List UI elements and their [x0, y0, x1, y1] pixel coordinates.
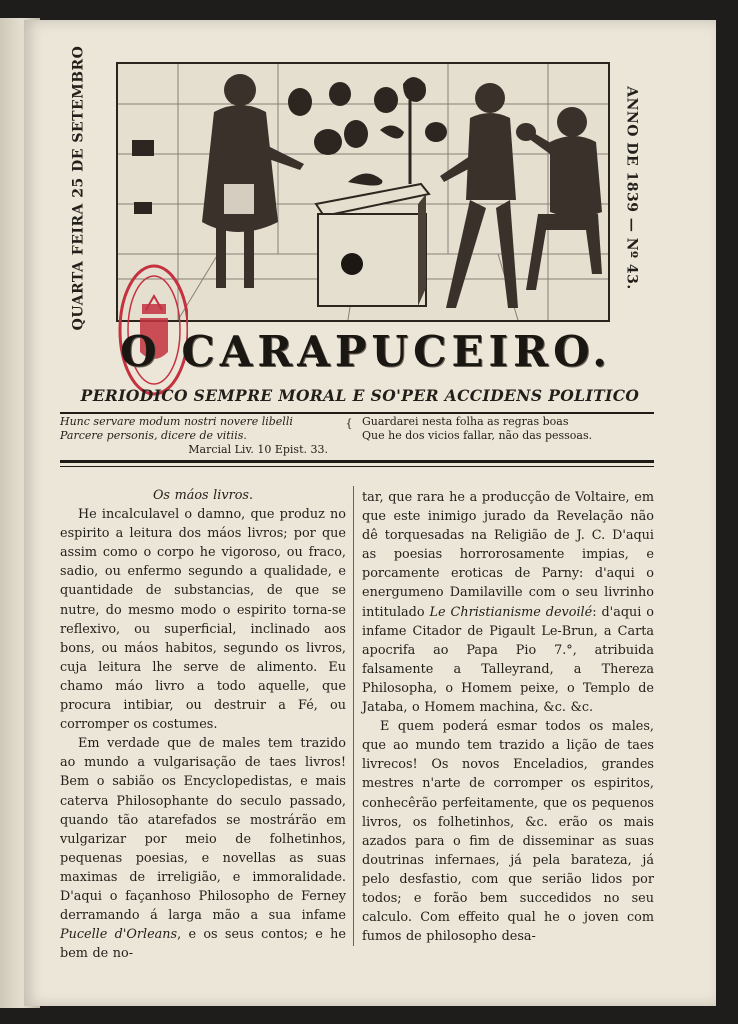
article-column-right: [362, 488, 654, 946]
top-rule: [60, 412, 654, 414]
epigraph-citation: Marcial Liv. 10 Epist. 33.: [188, 443, 328, 456]
paragraph-1: He incalculavel o damno, que produz no espirito a leitura dos máos livros; por que assim como o corpo he vigoroso, ou fraco, sadio, ou enfermo segundo a qualidade, e quantidade de substancias, de que se nutre, do mesmo modo o espirito torna-se reflexivo, ou superficial, inclinado aos bons, ou máos habitos, segundo os livros, cuja leitura lhe serve de alimento. Eu chamo máo livro a todo aquelle, que procura intibiar, ou destruir a Fé, ou corromper os costumes.: [60, 507, 346, 733]
portuguese-line-2: Que he dos vicios fallar, não das pessoas.: [362, 429, 593, 442]
latin-line-2: Parcere personis, dicere de vitiis.: [60, 429, 247, 442]
latin-line-1: Hunc servare modum nostri novere libelli: [60, 415, 293, 428]
double-rule-thin: [60, 466, 654, 467]
issue-text: ANNO DE 1839 — Nº 43.: [624, 86, 641, 290]
epigraph-brace: [342, 418, 356, 452]
latin-epigraph: [60, 415, 342, 457]
work-title-pucelle: Pucelle d'Orleans: [60, 927, 178, 943]
double-rule-thick: [60, 460, 654, 463]
portuguese-line-1: Guardarei nesta folha as regras boas: [362, 415, 569, 428]
article-heading: Os máos livros.: [152, 488, 254, 503]
article-column-left: [60, 486, 346, 963]
paragraph-2-text: Em verdade que de males tem trazido ao mundo a vulgarisação de taes livros! Bem o sabião os Encyclopedistas, e mais caterva Philosophante do seculo passado, quando tão atarefados se mostrárão em vulgarizar por meio de folhetinhos, pequenas poesias, e novellas as suas maximas de irreligião, e immoralidade. D'aqui o façanhoso Philosopho de Ferney derramando á larga mão a sua infame: [60, 736, 346, 924]
paragraph-3: E quem poderá esmar todos os males, que ao mundo tem trazido a lição de taes livrecos! Os novos Enceladios, grandes mestres n'arte de corromper os espiritos, conhecêrão perfeitamente, que os pequenos livros, os folhetinhos, &c. erão os mais azados para o fim de disseminar as suas doutrinas infernaes, já pela barateza, já pelo desfastio, com que serião lidos por todos; e forão bem succedidos no seu calculo. Com effeito qual he o joven com fumos de philosopho desa-: [362, 719, 654, 945]
date-text: QUARTA FEIRA 25 DE SETEMBRO: [70, 45, 86, 331]
newspaper-subtitle: PERIODICO SEMPRE MORAL E SO'PER ACCIDENS POLITICO: [80, 386, 640, 405]
paragraph-2-cont-text: tar, que rara he a producção de Voltaire, em que este inimigo jurado da Revelação não dê torquesadas na Religião de J. C. D'aqui as poesias horrorosamente impias, e porcamente eroticas de Parny: d'aqui o energumeno Damilaville com o seu livrinho intitulado: [362, 490, 654, 620]
masthead-woodcut-illustration: [116, 62, 610, 322]
brace-glyph: {: [345, 417, 353, 430]
date-vertical: [48, 40, 108, 336]
issue-vertical: [606, 40, 658, 336]
column-divider: [353, 486, 354, 946]
newspaper-title: O CARAPUCEIRO.: [120, 327, 612, 376]
work-title-christianisme: Le Christianisme devoilé: [429, 604, 593, 620]
paragraph-2: [60, 734, 346, 963]
paragraph-2-cont-end: : d'aqui o infame Citador de Pigault Le-Brun, a Carta apocrifa ao Papa Pio 7.°, atribuida falsamente a Talleyrand, a Thereza Philosopha, o Homem peixe, o Templo de Jataba, o Homem machina, &c. &c.: [362, 604, 654, 716]
portuguese-epigraph: [362, 415, 654, 443]
paragraph-2-end: , e os seus contos; e he bem de no-: [60, 927, 346, 962]
paragraph-2-continued: [362, 488, 654, 717]
